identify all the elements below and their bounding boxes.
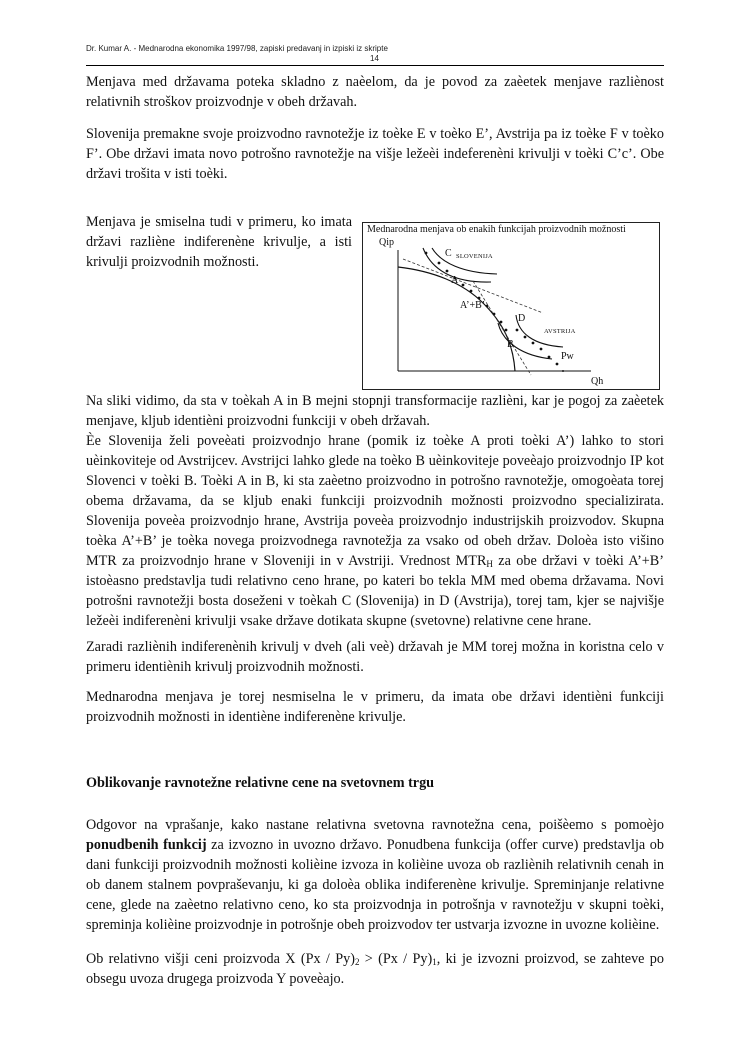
paragraph-7: Mednarodna menjava je torej nesmiselna le v primeru, da imata obe državi identièni funkciji proizvodnih možnosti in identiène indiferenène krivulje.	[86, 689, 664, 725]
running-header: Dr. Kumar A. - Mednarodna ekonomika 1997/98, zapiski predavanj in izpiski iz skripte	[86, 44, 388, 53]
paragraph-8	[86, 815, 664, 935]
paragraph-8-pre: Odgovor na vprašanje, kako nastane relativna svetovna ravnotežna cena, poišèemo s pomoèjo	[86, 817, 664, 833]
subscript-1: 1	[432, 957, 437, 967]
header-divider	[86, 65, 664, 66]
point-a-label: A	[451, 275, 459, 286]
price-line-b	[473, 281, 531, 375]
point-apb-label: A’+B’	[460, 300, 486, 311]
offer-curve-term: ponudbenih funkcij	[86, 837, 207, 853]
paragraph-9	[86, 949, 664, 989]
paragraph-8-post: za izvozno in uvozno državo. Ponudbena funkcija (offer curve) predstavlja ob dani funkciji proizvodnih možnosti kolièine izvoza in kolièine uvoza ob razliènih relativnih cenah in ob danem stalnem povpraševanju, ki ga doloèa oblika indiferenène krivulje. Spreminjanje relativne cene, glede na zaèetno relativno ceno, ko sta proizvodnja in potrošnja v ravnotežju v skupni toèki, spreminja kolièine proizvodnje in potrošnje obeh proizvodov ter ustvarja izvozne in uvozne kolièine.	[86, 837, 664, 933]
y-axis-label: Qip	[379, 237, 394, 248]
paragraph-1: Menjava med državama poteka skladno z naèelom, da je povod za zaèetek menjave razliènost relativnih stroškov proizvodnje v obeh državah.	[86, 74, 664, 110]
paragraph-2: Slovenija premakne svoje proizvodno ravnotežje iz toèke E v toèko E’, Avstrija pa iz toèke F v toèko F’. Obe državi imata novo potrošno ravnotežje na višje ležeèi indeferenèni krivulji v toèki C’c’. Obe državi trošita v isti toèki.	[86, 126, 664, 182]
paragraph-4: Na sliki vidimo, da sta v toèkah A in B mejni stopnji transformacije razlièni, kar je pogoj za zaèetek menjave, kljub identièni proizvodni funkciji v obeh državah.	[86, 393, 664, 429]
chart-graphic	[363, 223, 661, 391]
paragraph-3: Menjava je smiselna tudi v primeru, ko imata državi razliène indiferenène krivulje, a isti krivulji proizvodnih možnosti.	[86, 214, 352, 270]
world-price-markers	[425, 252, 564, 372]
slovenia-ic-higher	[432, 248, 497, 274]
paragraph-9-c: , ki je izvozni proizvod, se zahteve po obsegu uvoza drugega proizvoda Y poveèajo.	[86, 951, 664, 987]
point-c-label: C	[445, 248, 452, 259]
x-axis-label: Qh	[591, 376, 604, 387]
point-d-label: D	[518, 313, 526, 324]
slovenia-label: SLOVENIJA	[456, 253, 493, 260]
austria-label: AVSTRIJA	[544, 328, 576, 335]
point-b-label: B	[507, 339, 514, 350]
paragraph-5-tail: za obe državi v toèki A’+B’ istoèasno predstavlja tudi relativno ceno hrane, po kateri bo tekla MM med obema državama. Novi potrošni ravnotežji bosta doseženi v toèkah C (Slovenija) in D (Avstrija), torej tam, kjer se najvišje ležeèi indiferenèni krivulji vsake države dotikata skupne (svetovne) relativne cene hrane.	[86, 553, 664, 629]
section-heading: Oblikovanje ravnotežne relativne cene na svetovnem trgu	[86, 775, 435, 791]
pw-label: Pw	[561, 351, 574, 362]
subscript-2: 2	[354, 957, 360, 967]
ppf-trade-chart	[362, 222, 660, 390]
page-number: 14	[370, 54, 379, 63]
paragraph-6: Zaradi razliènih indiferenènih krivulj v dveh (ali veè) državah je MM torej možna in koristna celo v primeru identiènih krivulj proizvodnih možnosti.	[86, 639, 664, 675]
paragraph-5-main: Èe Slovenija želi poveèati proizvodnjo hrane (pomik iz toèke A proti toèki A’) lahko to stori uèinkoviteje od Avstrijcev. Avstrijci lahko glede na toèko B uèinkoviteje poveèajo proizvodnjo IP kot Slovenci v toèki B. Toèki A in B, ki sta zaèetno proizvodno in potrošno ravnotežje, omogoèata torej obema državama, da se kljub enaki funkciji proizvodnih možnosti proizvodno specializirata. Slovenija poveèa proizvodnjo hrane, Avstrija poveèa proizvodnjo industrijskih proizvodov. Skupna toèka A’+B’ je toèka novega proizvodnega ravnotežja za vsako od obeh držav. Doloèa isto višino MTR za proizvodnjo hrane v Sloveniji in v Avstriji. Vrednost MTR	[86, 433, 664, 569]
paragraph-5	[86, 431, 664, 631]
chart-title: Mednarodna menjava ob enakih funkcijah proizvodnih možnosti	[367, 224, 626, 235]
paragraph-9-b: > (Px / Py)	[359, 951, 433, 967]
mtr-subscript: H	[486, 559, 493, 569]
paragraph-9-a: Ob relativno višji ceni proizvoda X (Px / Py)	[86, 951, 355, 967]
